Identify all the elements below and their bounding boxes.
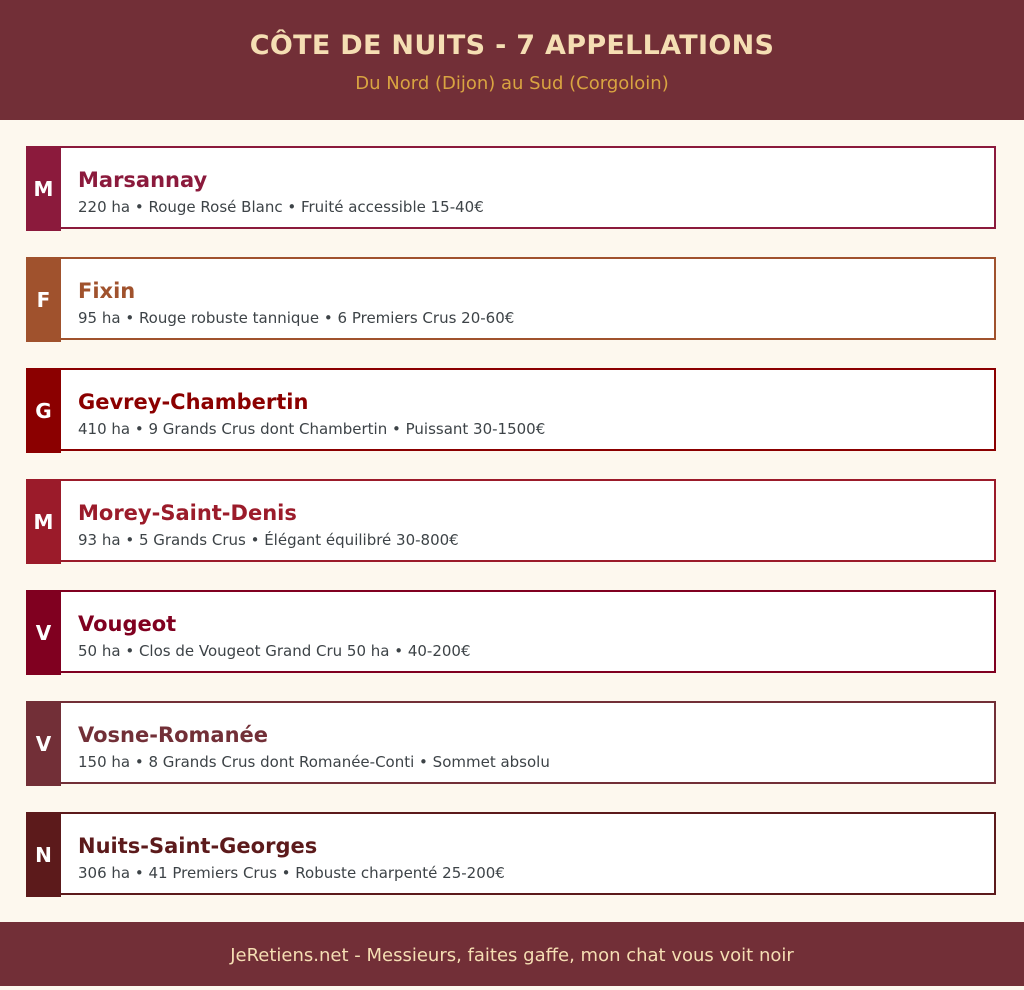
footer: JeRetiens.net - Messieurs, faites gaffe, mon chat vous voit noir: [0, 922, 1024, 986]
appellation-letter-badge: V: [26, 701, 61, 786]
appellation-description: 306 ha • 41 Premiers Crus • Robuste charpenté 25-200€: [78, 864, 505, 882]
appellation-name: Morey-Saint-Denis: [78, 501, 297, 525]
appellation-name: Vosne-Romanée: [78, 723, 269, 747]
page-title: CÔTE DE NUITS - 7 APPELLATIONS: [249, 30, 775, 61]
appellation-letter-badge: G: [26, 368, 61, 453]
appellation-description: 50 ha • Clos de Vougeot Grand Cru 50 ha • 40-200€: [78, 642, 471, 660]
header: [0, 0, 1024, 120]
appellation-name: Gevrey-Chambertin: [78, 390, 309, 414]
appellation-description: 93 ha • 5 Grands Crus • Élégant équilibré 30-800€: [78, 531, 459, 549]
appellation-letter-badge: N: [26, 812, 61, 897]
appellation-card: [26, 590, 996, 673]
appellation-description: 220 ha • Rouge Rosé Blanc • Fruité accessible 15-40€: [78, 198, 484, 216]
appellation-card: [26, 479, 996, 562]
appellation-card: [26, 368, 996, 451]
appellation-letter-badge: M: [26, 479, 61, 564]
appellation-card: [26, 701, 996, 784]
appellation-card: [26, 812, 996, 895]
appellation-description: 150 ha • 8 Grands Crus dont Romanée-Conti • Sommet absolu: [78, 753, 550, 771]
appellation-card: [26, 257, 996, 340]
appellation-name: Vougeot: [78, 612, 177, 636]
appellation-card: [26, 146, 996, 229]
appellation-description: 95 ha • Rouge robuste tannique • 6 Premiers Crus 20-60€: [78, 309, 515, 327]
appellation-letter-badge: V: [26, 590, 61, 675]
appellation-name: Marsannay: [78, 168, 208, 192]
appellation-description: 410 ha • 9 Grands Crus dont Chambertin • Puissant 30-1500€: [78, 420, 546, 438]
appellation-name: Fixin: [78, 279, 136, 303]
appellation-letter-badge: M: [26, 146, 61, 231]
appellation-name: Nuits-Saint-Georges: [78, 834, 318, 858]
page-subtitle: Du Nord (Dijon) au Sud (Corgoloin): [355, 73, 669, 94]
appellation-letter-badge: F: [26, 257, 61, 342]
